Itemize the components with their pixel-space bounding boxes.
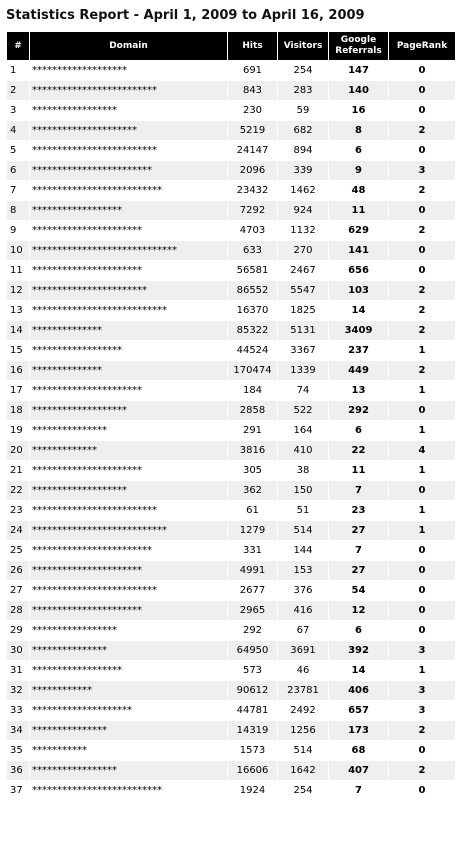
cell-pagerank: 0 [389, 81, 455, 100]
cell-google-referrals: 6 [329, 621, 388, 640]
table-row [7, 281, 455, 300]
cell-hits: 1924 [228, 781, 277, 800]
table-row [7, 721, 455, 740]
column-header-number: # [7, 32, 29, 60]
cell-hits: 44524 [228, 341, 277, 360]
cell-number: 7 [7, 181, 29, 200]
cell-number: 16 [7, 361, 29, 380]
cell-pagerank: 3 [389, 681, 455, 700]
cell-hits: 573 [228, 661, 277, 680]
cell-hits: 7292 [228, 201, 277, 220]
cell-visitors: 153 [278, 561, 328, 580]
cell-pagerank: 0 [389, 241, 455, 260]
cell-visitors: 270 [278, 241, 328, 260]
cell-pagerank: 0 [389, 61, 455, 80]
cell-pagerank: 0 [389, 141, 455, 160]
cell-visitors: 46 [278, 661, 328, 680]
cell-domain: ********************** [30, 461, 227, 480]
cell-hits: 3816 [228, 441, 277, 460]
cell-google-referrals: 13 [329, 381, 388, 400]
cell-google-referrals: 23 [329, 501, 388, 520]
cell-domain: ****************** [30, 661, 227, 680]
cell-hits: 64950 [228, 641, 277, 660]
table-row [7, 361, 455, 380]
cell-number: 26 [7, 561, 29, 580]
cell-number: 10 [7, 241, 29, 260]
cell-domain: *************************** [30, 301, 227, 320]
cell-visitors: 3367 [278, 341, 328, 360]
cell-visitors: 74 [278, 381, 328, 400]
table-row [7, 641, 455, 660]
cell-pagerank: 0 [389, 601, 455, 620]
cell-domain: ********************** [30, 221, 227, 240]
cell-number: 28 [7, 601, 29, 620]
table-row [7, 441, 455, 460]
column-header-hits: Hits [228, 32, 277, 60]
cell-pagerank: 1 [389, 421, 455, 440]
table-row [7, 781, 455, 800]
table-row [7, 661, 455, 680]
cell-google-referrals: 392 [329, 641, 388, 660]
cell-visitors: 150 [278, 481, 328, 500]
cell-pagerank: 4 [389, 441, 455, 460]
cell-pagerank: 0 [389, 781, 455, 800]
table-body [7, 61, 455, 800]
cell-google-referrals: 7 [329, 481, 388, 500]
cell-domain: ****************** [30, 341, 227, 360]
cell-visitors: 1825 [278, 301, 328, 320]
cell-pagerank: 2 [389, 361, 455, 380]
cell-number: 13 [7, 301, 29, 320]
table-row [7, 141, 455, 160]
cell-pagerank: 2 [389, 121, 455, 140]
cell-visitors: 514 [278, 521, 328, 540]
cell-hits: 5219 [228, 121, 277, 140]
cell-number: 21 [7, 461, 29, 480]
cell-pagerank: 1 [389, 381, 455, 400]
cell-number: 19 [7, 421, 29, 440]
cell-domain: ************** [30, 361, 227, 380]
cell-pagerank: 1 [389, 461, 455, 480]
table-row [7, 81, 455, 100]
cell-google-referrals: 16 [329, 101, 388, 120]
cell-domain: ***************** [30, 621, 227, 640]
cell-google-referrals: 406 [329, 681, 388, 700]
cell-google-referrals: 140 [329, 81, 388, 100]
cell-visitors: 416 [278, 601, 328, 620]
column-header-pagerank: PageRank [389, 32, 455, 60]
cell-pagerank: 2 [389, 301, 455, 320]
column-header-visitors: Visitors [278, 32, 328, 60]
cell-pagerank: 0 [389, 581, 455, 600]
cell-google-referrals: 14 [329, 661, 388, 680]
cell-google-referrals: 449 [329, 361, 388, 380]
cell-google-referrals: 656 [329, 261, 388, 280]
cell-number: 34 [7, 721, 29, 740]
cell-visitors: 5131 [278, 321, 328, 340]
cell-domain: ************************* [30, 141, 227, 160]
cell-hits: 14319 [228, 721, 277, 740]
cell-hits: 331 [228, 541, 277, 560]
table-row [7, 401, 455, 420]
cell-hits: 61 [228, 501, 277, 520]
cell-google-referrals: 6 [329, 421, 388, 440]
cell-visitors: 894 [278, 141, 328, 160]
column-header-google-referrals: Google Referrals [329, 32, 388, 60]
cell-domain: ************************** [30, 781, 227, 800]
table-row [7, 61, 455, 80]
cell-visitors: 144 [278, 541, 328, 560]
cell-hits: 305 [228, 461, 277, 480]
table-row [7, 601, 455, 620]
cell-pagerank: 0 [389, 101, 455, 120]
cell-visitors: 38 [278, 461, 328, 480]
cell-visitors: 51 [278, 501, 328, 520]
cell-pagerank: 0 [389, 481, 455, 500]
cell-hits: 44781 [228, 701, 277, 720]
cell-pagerank: 2 [389, 321, 455, 340]
cell-number: 30 [7, 641, 29, 660]
cell-visitors: 283 [278, 81, 328, 100]
cell-pagerank: 3 [389, 641, 455, 660]
table-row [7, 621, 455, 640]
cell-visitors: 1642 [278, 761, 328, 780]
cell-google-referrals: 8 [329, 121, 388, 140]
cell-number: 14 [7, 321, 29, 340]
cell-pagerank: 0 [389, 261, 455, 280]
cell-google-referrals: 237 [329, 341, 388, 360]
cell-pagerank: 0 [389, 201, 455, 220]
cell-domain: *************** [30, 421, 227, 440]
cell-visitors: 514 [278, 741, 328, 760]
table-row [7, 701, 455, 720]
cell-visitors: 1256 [278, 721, 328, 740]
cell-hits: 4991 [228, 561, 277, 580]
cell-number: 24 [7, 521, 29, 540]
cell-domain: ************************* [30, 581, 227, 600]
cell-hits: 85322 [228, 321, 277, 340]
cell-visitors: 59 [278, 101, 328, 120]
table-row [7, 161, 455, 180]
cell-google-referrals: 48 [329, 181, 388, 200]
table-header-row [7, 32, 455, 60]
cell-google-referrals: 54 [329, 581, 388, 600]
cell-hits: 292 [228, 621, 277, 640]
cell-number: 35 [7, 741, 29, 760]
table-row [7, 121, 455, 140]
cell-pagerank: 1 [389, 521, 455, 540]
cell-pagerank: 0 [389, 741, 455, 760]
cell-google-referrals: 147 [329, 61, 388, 80]
cell-visitors: 2492 [278, 701, 328, 720]
cell-number: 37 [7, 781, 29, 800]
cell-domain: ********************** [30, 601, 227, 620]
cell-number: 8 [7, 201, 29, 220]
cell-domain: ********************** [30, 261, 227, 280]
cell-number: 9 [7, 221, 29, 240]
table-row [7, 241, 455, 260]
cell-number: 3 [7, 101, 29, 120]
cell-number: 15 [7, 341, 29, 360]
cell-pagerank: 3 [389, 701, 455, 720]
cell-google-referrals: 657 [329, 701, 388, 720]
cell-pagerank: 2 [389, 221, 455, 240]
cell-visitors: 164 [278, 421, 328, 440]
cell-domain: ************************* [30, 81, 227, 100]
cell-hits: 4703 [228, 221, 277, 240]
cell-visitors: 1132 [278, 221, 328, 240]
cell-google-referrals: 292 [329, 401, 388, 420]
table-row [7, 201, 455, 220]
cell-number: 6 [7, 161, 29, 180]
cell-google-referrals: 11 [329, 201, 388, 220]
cell-hits: 1279 [228, 521, 277, 540]
cell-domain: ******************** [30, 701, 227, 720]
cell-google-referrals: 3409 [329, 321, 388, 340]
cell-number: 23 [7, 501, 29, 520]
cell-visitors: 682 [278, 121, 328, 140]
table-row [7, 561, 455, 580]
cell-domain: ***************************** [30, 241, 227, 260]
cell-pagerank: 0 [389, 541, 455, 560]
cell-domain: ************************** [30, 181, 227, 200]
cell-pagerank: 1 [389, 341, 455, 360]
table-row [7, 461, 455, 480]
cell-number: 33 [7, 701, 29, 720]
cell-domain: ***************** [30, 101, 227, 120]
cell-hits: 230 [228, 101, 277, 120]
cell-pagerank: 2 [389, 181, 455, 200]
cell-google-referrals: 7 [329, 781, 388, 800]
cell-domain: *************** [30, 721, 227, 740]
table-row [7, 221, 455, 240]
cell-visitors: 522 [278, 401, 328, 420]
cell-number: 18 [7, 401, 29, 420]
cell-domain: ********************* [30, 121, 227, 140]
cell-pagerank: 2 [389, 721, 455, 740]
cell-pagerank: 2 [389, 761, 455, 780]
cell-number: 31 [7, 661, 29, 680]
cell-number: 32 [7, 681, 29, 700]
table-row [7, 541, 455, 560]
cell-visitors: 376 [278, 581, 328, 600]
cell-number: 1 [7, 61, 29, 80]
cell-hits: 86552 [228, 281, 277, 300]
cell-google-referrals: 6 [329, 141, 388, 160]
cell-number: 22 [7, 481, 29, 500]
cell-hits: 362 [228, 481, 277, 500]
cell-google-referrals: 103 [329, 281, 388, 300]
table-row [7, 261, 455, 280]
cell-number: 20 [7, 441, 29, 460]
cell-pagerank: 0 [389, 401, 455, 420]
table-row [7, 321, 455, 340]
cell-number: 17 [7, 381, 29, 400]
table-row [7, 681, 455, 700]
cell-hits: 2677 [228, 581, 277, 600]
column-header-domain: Domain [30, 32, 227, 60]
cell-google-referrals: 22 [329, 441, 388, 460]
cell-hits: 633 [228, 241, 277, 260]
cell-pagerank: 3 [389, 161, 455, 180]
cell-number: 29 [7, 621, 29, 640]
table-row [7, 741, 455, 760]
cell-google-referrals: 68 [329, 741, 388, 760]
cell-number: 5 [7, 141, 29, 160]
cell-google-referrals: 27 [329, 521, 388, 540]
table-row [7, 761, 455, 780]
cell-google-referrals: 27 [329, 561, 388, 580]
cell-hits: 184 [228, 381, 277, 400]
cell-hits: 56581 [228, 261, 277, 280]
cell-hits: 16606 [228, 761, 277, 780]
cell-visitors: 5547 [278, 281, 328, 300]
cell-domain: ********************** [30, 381, 227, 400]
cell-visitors: 67 [278, 621, 328, 640]
cell-domain: *********** [30, 741, 227, 760]
cell-google-referrals: 12 [329, 601, 388, 620]
cell-number: 2 [7, 81, 29, 100]
cell-google-referrals: 141 [329, 241, 388, 260]
cell-pagerank: 1 [389, 661, 455, 680]
cell-domain: ****************** [30, 201, 227, 220]
cell-domain: ******************* [30, 481, 227, 500]
cell-domain: ************** [30, 321, 227, 340]
cell-domain: ***************** [30, 761, 227, 780]
statistics-table [6, 31, 456, 801]
cell-google-referrals: 629 [329, 221, 388, 240]
cell-domain: *********************** [30, 281, 227, 300]
cell-hits: 291 [228, 421, 277, 440]
cell-pagerank: 1 [389, 501, 455, 520]
cell-domain: ******************* [30, 401, 227, 420]
cell-number: 36 [7, 761, 29, 780]
cell-hits: 170474 [228, 361, 277, 380]
cell-domain: ************************ [30, 161, 227, 180]
cell-visitors: 254 [278, 781, 328, 800]
cell-number: 11 [7, 261, 29, 280]
cell-visitors: 3691 [278, 641, 328, 660]
cell-domain: ************************ [30, 541, 227, 560]
table-row [7, 521, 455, 540]
cell-number: 4 [7, 121, 29, 140]
table-row [7, 381, 455, 400]
cell-google-referrals: 14 [329, 301, 388, 320]
cell-hits: 1573 [228, 741, 277, 760]
table-row [7, 301, 455, 320]
cell-visitors: 254 [278, 61, 328, 80]
cell-number: 25 [7, 541, 29, 560]
cell-hits: 24147 [228, 141, 277, 160]
cell-number: 12 [7, 281, 29, 300]
cell-hits: 843 [228, 81, 277, 100]
cell-hits: 2965 [228, 601, 277, 620]
cell-google-referrals: 173 [329, 721, 388, 740]
cell-hits: 90612 [228, 681, 277, 700]
cell-domain: *************************** [30, 521, 227, 540]
cell-google-referrals: 7 [329, 541, 388, 560]
cell-google-referrals: 11 [329, 461, 388, 480]
cell-number: 27 [7, 581, 29, 600]
cell-domain: ********************** [30, 561, 227, 580]
cell-visitors: 410 [278, 441, 328, 460]
cell-hits: 2858 [228, 401, 277, 420]
table-row [7, 481, 455, 500]
cell-google-referrals: 407 [329, 761, 388, 780]
cell-visitors: 924 [278, 201, 328, 220]
cell-hits: 2096 [228, 161, 277, 180]
cell-domain: ************************* [30, 501, 227, 520]
table-row [7, 181, 455, 200]
cell-domain: *************** [30, 641, 227, 660]
cell-visitors: 339 [278, 161, 328, 180]
cell-google-referrals: 9 [329, 161, 388, 180]
cell-pagerank: 0 [389, 621, 455, 640]
cell-hits: 691 [228, 61, 277, 80]
cell-hits: 23432 [228, 181, 277, 200]
cell-domain: ************ [30, 681, 227, 700]
cell-visitors: 1339 [278, 361, 328, 380]
table-row [7, 501, 455, 520]
cell-domain: ************* [30, 441, 227, 460]
table-row [7, 341, 455, 360]
cell-domain: ******************* [30, 61, 227, 80]
cell-visitors: 23781 [278, 681, 328, 700]
table-row [7, 581, 455, 600]
cell-pagerank: 0 [389, 561, 455, 580]
cell-visitors: 1462 [278, 181, 328, 200]
cell-hits: 16370 [228, 301, 277, 320]
table-row [7, 101, 455, 120]
cell-pagerank: 2 [389, 281, 455, 300]
report-title: Statistics Report - April 1, 2009 to April 16, 2009 [6, 8, 365, 23]
table-row [7, 421, 455, 440]
cell-visitors: 2467 [278, 261, 328, 280]
